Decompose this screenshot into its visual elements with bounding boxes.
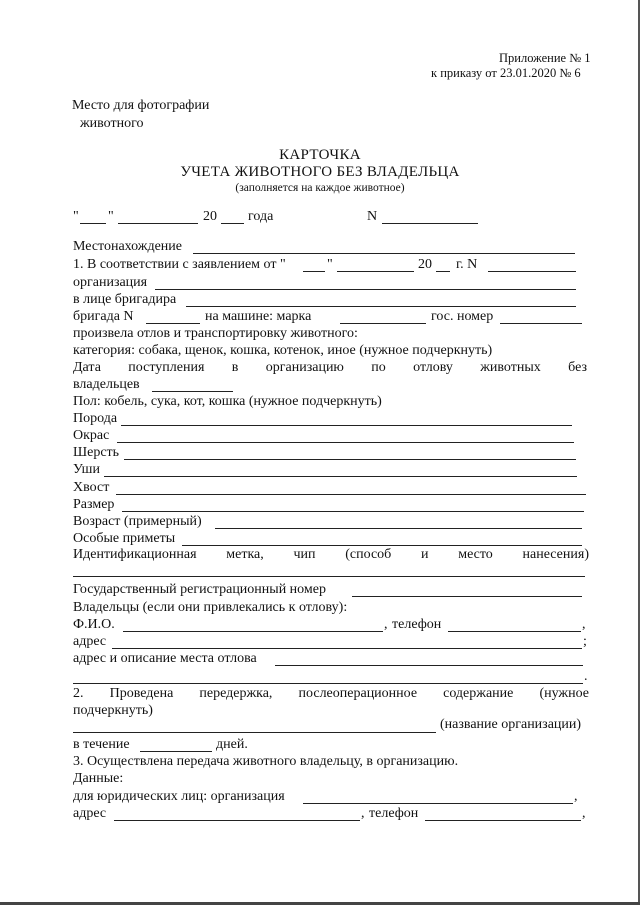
id-word: и <box>421 547 429 562</box>
phone2-blank[interactable] <box>425 820 581 821</box>
breed-blank[interactable] <box>121 425 572 426</box>
phone-blank[interactable] <box>448 631 581 632</box>
item2-word: содержание <box>443 686 514 701</box>
number-blank[interactable] <box>382 223 478 224</box>
state-reg-blank[interactable] <box>352 596 582 597</box>
intake-word: поступления <box>128 360 205 375</box>
date-year-suffix: года <box>248 209 274 224</box>
fur-blank[interactable] <box>124 459 576 460</box>
intake-date-line <box>73 360 587 376</box>
address2-blank[interactable] <box>114 820 360 821</box>
id-word: нанесения) <box>522 547 589 562</box>
item1-quote: " <box>327 257 333 272</box>
address-semicolon: ; <box>583 634 587 649</box>
intake-word: без <box>568 360 587 375</box>
id-word: чип <box>293 547 316 562</box>
tail-label: Хвост <box>73 480 110 495</box>
intake-word: животных <box>480 360 541 375</box>
ears-blank[interactable] <box>104 476 577 477</box>
organization-blank[interactable] <box>155 289 576 290</box>
gov-number-blank[interactable] <box>500 323 582 324</box>
tail-blank[interactable] <box>116 494 586 495</box>
org-name-caption: (название организации) <box>440 717 582 732</box>
item2-word: передержка, <box>199 686 273 701</box>
phone-comma: , <box>582 617 586 632</box>
phone2-comma: , <box>582 806 586 821</box>
intake-word: в <box>231 360 239 375</box>
intake-date-blank[interactable] <box>152 391 233 392</box>
data-label: Данные: <box>73 771 124 786</box>
legal-entity-label: для юридических лиц: организация <box>73 789 285 804</box>
order-reference: к приказу от 23.01.2020 № 6 <box>431 66 581 80</box>
item2-word: (нужное <box>539 686 589 701</box>
fio-label: Ф.И.О. <box>73 617 115 632</box>
location-label: Местонахождение <box>73 239 183 254</box>
item1-n: г. N <box>456 257 478 272</box>
car-brand-blank[interactable] <box>340 323 426 324</box>
size-label: Размер <box>73 497 115 512</box>
brigadier-label: в лице бригадира <box>73 292 177 307</box>
capture-place-label: адрес и описание места отлова <box>73 651 257 666</box>
brigade-label: бригада N <box>73 309 134 324</box>
item2-word: Проведена <box>109 686 174 701</box>
number-label: N <box>367 209 378 224</box>
item2-word: послеоперационное <box>298 686 418 701</box>
sex-text: Пол: кобель, сука, кот, кошка (нужное подчеркнуть) <box>73 394 382 409</box>
fio-blank[interactable] <box>123 631 383 632</box>
state-reg-label: Государственный регистрационный номер <box>73 582 326 597</box>
marks-blank[interactable] <box>182 545 582 546</box>
phone2-label: телефон <box>369 806 419 821</box>
id-word: (способ <box>345 547 392 562</box>
brigadier-blank[interactable] <box>186 306 576 307</box>
photo-place-line1: Место для фотографии <box>72 98 210 113</box>
item2-line <box>73 686 589 702</box>
color-blank[interactable] <box>117 442 574 443</box>
item1-month-blank[interactable] <box>337 271 414 272</box>
legal-entity-comma: , <box>574 789 578 804</box>
fio-comma: , <box>384 617 388 632</box>
id-word: метка, <box>226 547 264 562</box>
item1-year-blank[interactable] <box>436 271 450 272</box>
intake-word: организацию <box>265 360 344 375</box>
item1-year: 20 <box>418 257 432 272</box>
capture-place-blank-2[interactable] <box>73 683 583 684</box>
org-name-blank[interactable] <box>73 732 436 733</box>
date-month-blank[interactable] <box>118 223 198 224</box>
capture-place-blank[interactable] <box>275 665 583 666</box>
address-label: адрес <box>73 634 107 649</box>
item3-text: 3. Осуществлена передача животного владельцу, в организацию. <box>73 754 459 769</box>
id-word: место <box>458 547 493 562</box>
within-label: в течение <box>73 737 130 752</box>
category-text: категория: собака, щенок, кошка, котенок, иное (нужное подчеркнуть) <box>73 343 493 358</box>
item2-word: 2. <box>73 686 84 701</box>
address-blank[interactable] <box>112 648 582 649</box>
date-day-blank[interactable] <box>80 223 106 224</box>
organization-label: организация <box>73 275 148 290</box>
fur-label: Шерсть <box>73 445 120 460</box>
location-blank[interactable] <box>193 253 575 254</box>
item2-line2: подчеркнуть) <box>73 703 153 718</box>
photo-place-line2: животного <box>80 116 144 131</box>
id-mark-line <box>73 547 589 563</box>
days-label: дней. <box>216 737 248 752</box>
marks-label: Особые приметы <box>73 531 176 546</box>
title-line1: КАРТОЧКА <box>279 147 361 163</box>
item1-number-blank[interactable] <box>488 271 576 272</box>
intake-word: по <box>371 360 386 375</box>
age-blank[interactable] <box>215 528 582 529</box>
age-label: Возраст (примерный) <box>73 514 202 529</box>
id-mark-blank[interactable] <box>73 576 585 577</box>
breed-label: Порода <box>73 411 118 426</box>
intake-word: отлову <box>413 360 453 375</box>
capture-place-period: . <box>584 669 588 684</box>
intake-word: Дата <box>73 360 101 375</box>
id-word: Идентификационная <box>73 547 197 562</box>
color-label: Окрас <box>73 428 110 443</box>
performed-text: произвела отлов и транспортировку животного: <box>73 326 358 341</box>
date-year-blank[interactable] <box>221 223 244 224</box>
ears-label: Уши <box>73 462 100 477</box>
gov-number-label: гос. номер <box>431 309 494 324</box>
address2-comma: , <box>361 806 365 821</box>
owners-word: владельцев <box>73 377 140 392</box>
address2-label: адрес <box>73 806 107 821</box>
size-blank[interactable] <box>122 511 584 512</box>
legal-entity-blank[interactable] <box>303 803 573 804</box>
item1-label: 1. В соответствии с заявлением от " <box>73 257 286 272</box>
appendix-label: Приложение № 1 <box>499 51 591 65</box>
brigade-number-blank[interactable] <box>146 323 200 324</box>
date-year-prefix: 20 <box>203 209 217 224</box>
item1-day-blank[interactable] <box>303 271 325 272</box>
phone-label: телефон <box>392 617 442 632</box>
owners-if-text: Владельцы (если они привлекались к отлову): <box>73 600 348 615</box>
title-subtitle: (заполняется на каждое животное) <box>235 182 405 194</box>
date-quote-open: " <box>73 209 79 224</box>
car-brand-label: на машине: марка <box>205 309 312 324</box>
date-quote-close: " <box>108 209 114 224</box>
days-blank[interactable] <box>140 751 212 752</box>
title-line2: УЧЕТА ЖИВОТНОГО БЕЗ ВЛАДЕЛЬЦА <box>180 164 460 180</box>
